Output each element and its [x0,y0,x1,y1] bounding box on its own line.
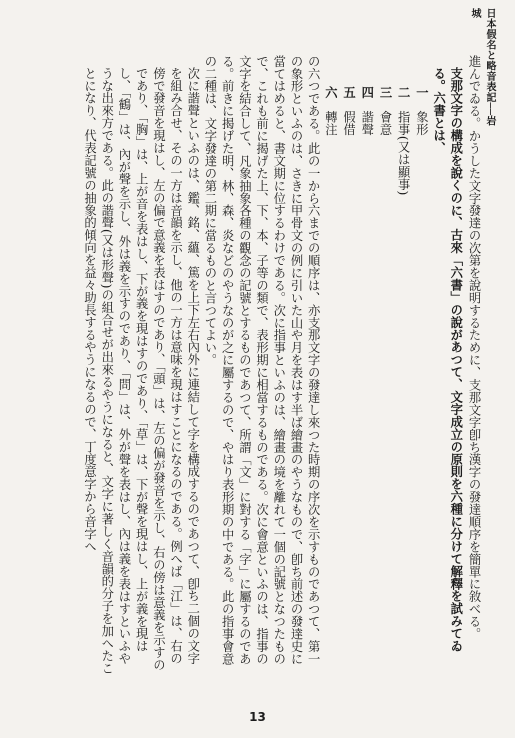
list-item: 六 轉注 [323,85,339,136]
rikusho-list [321,55,430,675]
list-item: 一 象形 [414,85,430,136]
list-item: 三 會意 [377,85,393,136]
page-number: 13 [249,710,266,724]
vertical-text-body [30,55,482,675]
list-item: 二 指事(又は顯事) [396,85,412,196]
list-item: 五 假借 [341,85,357,136]
paragraph-2: 次に諧聲といふのは、鑑、銘、蘊、篤を上下左右內外に連結して字を構成するのであつて、卽ち二個の文字を組み合せ、その一方は音韻を示し、他の一方は意味を現はすことになるのである。例へば「江」は、右の傍で發音を現はし、左の偏で意義を表はすのであり、「頭」は、左の偏が發音を示し、右の傍は意義を示すのであり、「胸」は、上が音を表はし、下が義を現はすのであり、「草」は、下が聲を現はし、上が義を現はし、「鶴」は、內が聲を示し、外は義を示すのであり、「問」は、外が聲を表はし、內は義を表はすといふやうな出來方である。此の諧聲(又は形聲)の組合せが出來るやうになると、文字に著しく音韻的分子を加へたことになり、代表記號の抽象的傾向を益々助長するやうになるので、丁度意字から音字へ [82,67,200,675]
list-item: 四 諧聲 [359,85,375,136]
text-line-1: 進んでゐる。かうした文字發達の次第を說明するために、支那文字卽ち漢字の發達順序を簡單に敘べる。 [467,55,481,641]
paragraph-1: の六つである。此の一から六までの順序は、亦支那文字の發達し來つた時期の序次を示すものであつて、第一の象形といふのは、さきに甲骨文の例に引いた山や月を表はす半ば繪畫のやうなもので、卽ち前述の發達史に當てはめると、書文期に位するわけである。次に指事といふのは、繪畫の境を離れて一個の記號となつたもので、これも前に揭げた上、下、本、子等の類で、表形期に相當するものである。次に會意といふのは、指事の文字を結合して、凡象抽象各種の觀念の記號とするものであつて、所謂「文」に對する「字」に屬するのである。前きに揭げた明、林、森、炎などのやうなのが之に屬するので、やはり表形期の中である。此の指事會意の二種は、文字發達の第二期に當るものと言つてよい。 [202,55,321,666]
running-header: 日本假名と略音表記──岩城 [469,8,495,127]
text-line-2: 支那文字の構成を說くのに、古來「六書」の說があつて、文字成立の原則を六種に分けて解釋を試みてゐる。六書とは、 [431,67,464,653]
